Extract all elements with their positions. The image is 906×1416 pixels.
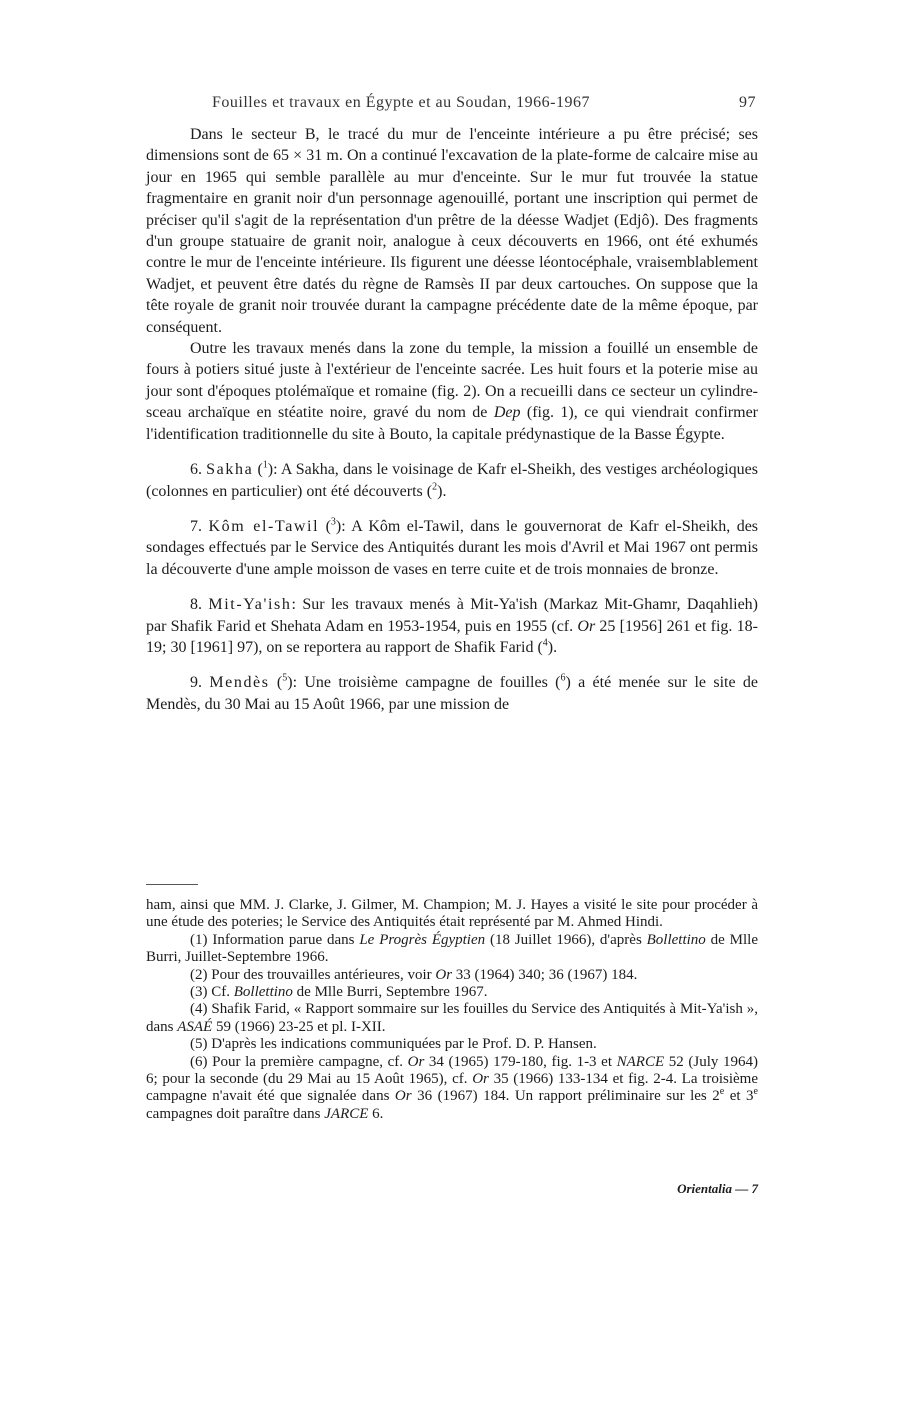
footnotes [146, 897, 758, 1123]
section-8: 8. Mit-Ya'ish: Sur les travaux menés à Mit-Ya'ish (Markaz Mit-Ghamr, Daqahlieh) par Shafik Farid et Shehata Adam en 1953-1954, puis en 1955 (cf. Or 25 [1956] 261 et fig. 18-19; 30 [1961] 97), on se reportera au rapport de Shafik Farid ($^4$). [146, 596, 759, 656]
running-header [212, 94, 756, 112]
footnote-ref: 4 [542, 637, 548, 649]
footnote-ref: 6 [560, 673, 566, 685]
main-text [146, 124, 758, 715]
footnote-rule [146, 884, 198, 885]
footnote-3: (3) Cf. Bollettino de Mlle Burri, Septembre 1967. [190, 984, 488, 1001]
footnote-1: (1) Information parue dans Le Progrès Égyptien (18 Juillet 1966), d'après Bollettino de Mlle Burri, Juillet-Septembre 1966. [146, 931, 758, 966]
footnote-ref: 1 [262, 459, 268, 471]
footnote-4: (4) Shafik Farid, « Rapport sommaire sur les fouilles du Service des Antiquités à Mit-Ya'ish », dans ASAÉ 59 (1966) 23-25 et pl. I-XII. [146, 1001, 758, 1035]
footnote-ref: 2 [432, 481, 438, 493]
section-6: 6. Sakha ($^1$): A Sakha, dans le voisinage de Kafr el-Sheikh, des vestiges archéologiques (colonnes en particulier) ont été découverts ($^2$). [146, 459, 758, 500]
site-name: Kôm el-Tawil [208, 517, 320, 535]
section-7: 7. Kôm el-Tawil ($^3$): A Kôm el-Tawil, dans le gouvernorat de Kafr el-Sheikh, des sondages effectués par le Service des Antiquités durant les mois d'Avril et Mai 1967 ont permis la découverte d'une ample moisson de vases en terre cuite et de trois monnaies de bronze. [146, 516, 759, 578]
footnote-2: (2) Pour des trouvailles antérieures, voir Or 33 (1964) 340; 36 (1967) 184. [190, 966, 638, 983]
italic-term: Dep [493, 404, 521, 422]
section-9: 9. Mendès ($^5$): Une troisième campagne de fouilles ($^6$) a été menée sur le site de Mendès, du 30 Mai au 15 Août 1966, par une mission de [146, 673, 759, 713]
site-name: Mit-Ya'ish [208, 596, 292, 614]
paragraph: Dans le secteur B, le tracé du mur de l'enceinte intérieure a pu être précisé; ses dimensions sont de 65 × 31 m. On a continué l'excavation de la plate-forme de calcaire mise au jour en 1965 qui semble parallèle au mur d'enceinte. Sur le mur fut trouvée la statue fragmentaire en granit noir d'un personnage agenouillé, portant une inscription qui permet de préciser qu'il s'agit de la représentation d'un prêtre de la déesse Wadjet (Edjô). Des fragments d'un groupe statuaire de granit noir, analogue à ceux découverts en 1966, ont été exhumés contre le mur de l'enceinte intérieure. Ils figurent une déesse léontocéphale, vraisemblablement Wadjet, et peuvent être datés du règne de Ramsès II par deux cartouches. On suppose que la tête royale de granit noir trouvée durant la campagne précédente date de la même époque, par conséquent. [146, 126, 758, 336]
footnote-ref: 5 [282, 673, 288, 685]
sheet-number: 7 [751, 1181, 758, 1196]
footnote-ref: 3 [330, 516, 336, 528]
site-name: Sakha [206, 461, 254, 479]
footnote-5: (5) D'après les indications communiquées par le Prof. D. P. Hansen. [190, 1036, 597, 1053]
journal-signature: Orientalia — 7 [677, 1181, 758, 1196]
running-title: Fouilles et travaux en Égypte et au Soudan, 1966-1967 [212, 94, 590, 111]
page-number: 97 [739, 94, 756, 111]
footnote-continuation: ham, ainsi que MM. J. Clarke, J. Gilmer, M. Champion; M. J. Hayes a visité le site pour procéder à une étude des poteries; le Service des Antiquités était représenté par M. Ahmed Hindi. [146, 897, 758, 931]
site-name: Mendès [209, 674, 270, 692]
journal-name: Orientalia [677, 1181, 732, 1196]
paragraph: Outre les travaux menés dans la zone du temple, la mission a fouillé un ensemble de fours à potiers situé juste à l'extérieur de l'enceinte sacrée. Les huit fours et la poterie mise au jour sont d'époques ptolémaïque et romaine (fig. 2). On a recueilli dans ce secteur un cylindre-sceau archaïque en stéatite noire, gravé du nom de Dep (fig. 1), ce qui viendrait confirmer l'identification traditionnelle du site à Bouto, la capitale prédynastique de la Basse Égypte. [146, 340, 759, 443]
footnote-6: (6) Pour la première campagne, cf. Or 34 (1965) 179-180, fig. 1-3 et NARCE 52 (July 1964) 6; pour la seconde (du 29 Mai au 15 Août 1965), cf. Or 35 (1966) 133-134 et fig. 2-4. La troisième campagne n'avait été que signalée dans Or 36 (1967) 184. Un rapport préliminaire sur les 2e et 3e campagnes doit paraître dans JARCE 6. [146, 1053, 758, 1122]
